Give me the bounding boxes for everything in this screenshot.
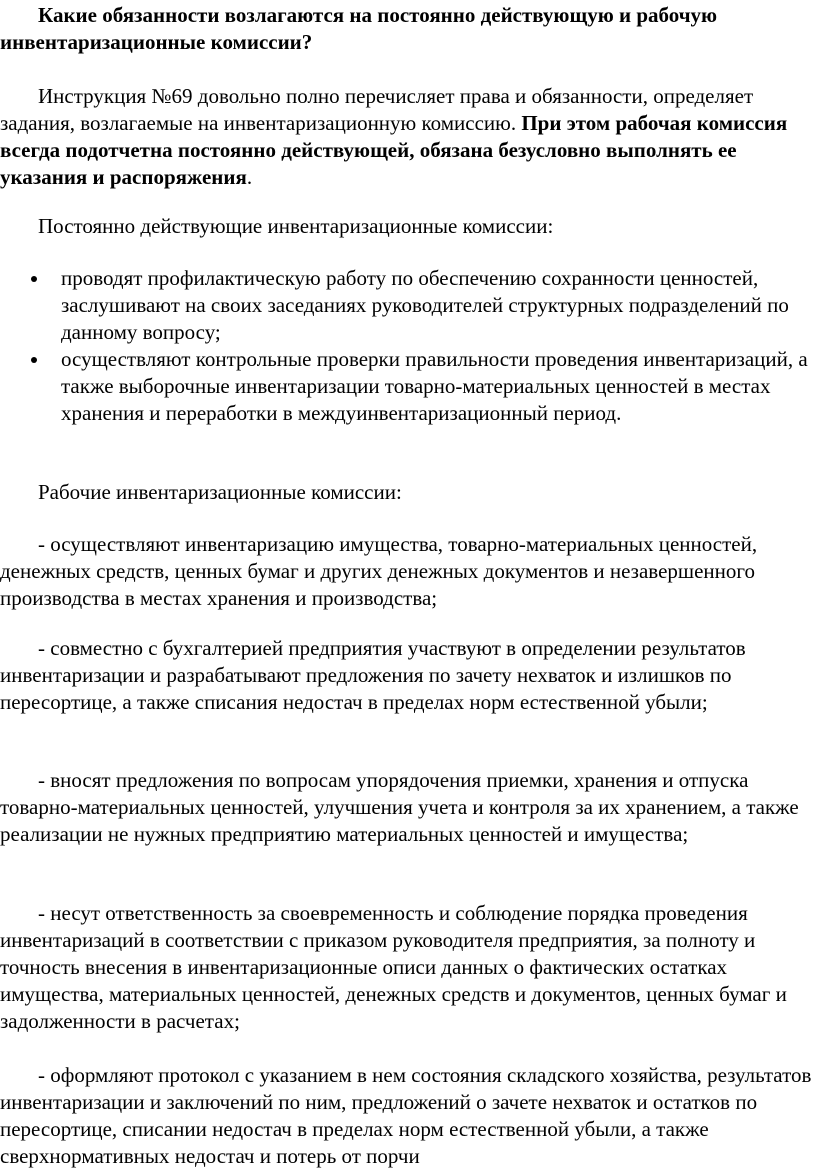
- working-commissions-heading: Рабочие инвентаризационные комиссии:: [38, 480, 402, 504]
- permanent-commissions-list: [0, 265, 816, 427]
- bullet-icon: [31, 357, 37, 363]
- permanent-commissions-heading: Постоянно действующие инвентаризационные комиссии:: [38, 214, 554, 238]
- intro-bold-text: При этом рабочая комиссия всегда подотчетна постоянно действующей, обязана безусловно выполнять ее указания и распоряжения: [0, 111, 788, 189]
- document-title: Какие обязанности возлагаются на постоянно действующую и рабочую инвентаризационные комиссии?: [0, 3, 718, 54]
- working-duty-paragraph: - оформляют протокол с указанием в нем состояния складского хозяйства, результатов инвентаризации и заключений по ним, предложений о зачете нехваток и остатков по пересортице, списании недостач в пределах норм естественной убыли, а также сверхнормативных недостач и потерь от порчи: [0, 1063, 812, 1168]
- intro-paragraph: [0, 83, 812, 191]
- intro-text: Инструкция №69 довольно полно перечисляет права и обязанности, определяет задания, возлагаемые на инвентаризационную комиссию.: [0, 84, 754, 135]
- working-duty-paragraph: - осуществляют инвентаризацию имущества, товарно-материальных ценностей, денежных средств, ценных бумаг и других денежных документов и незавершенного производства в местах хранения и производства;: [0, 532, 758, 610]
- working-duty-paragraph: - несут ответственность за своевременность и соблюдение порядка проведения инвентаризаций в соответствии с приказом руководителя предприятия, за полноту и точность внесения в инвентаризационные описи данных о фактических остатках имущества, материальных ценностей, денежных средств и документов, ценных бумаг и задолженности в расчетах;: [0, 901, 787, 1033]
- list-item: [61, 346, 816, 427]
- intro-end: .: [246, 165, 253, 189]
- working-duty-paragraph: - совместно с бухгалтерией предприятия участвуют в определении результатов инвентаризации и разрабатывают предложения по зачету нехваток и излишков по пересортице, а также списания недостач в пределах норм естественной убыли;: [0, 636, 746, 714]
- list-item-text: проводят профилактическую работу по обеспечению сохранности ценностей, заслушивают на своих заседаниях руководителей структурных подразделений по данному вопросу;: [61, 266, 789, 344]
- list-item-text: осуществляют контрольные проверки правильности проведения инвентаризаций, а также выборочные инвентаризации товарно-материальных ценностей в местах хранения и переработки в междуинвентаризационный период.: [61, 347, 808, 425]
- list-item: [61, 265, 816, 346]
- working-duty-paragraph: - вносят предложения по вопросам упорядочения приемки, хранения и отпуска товарно-материальных ценностей, улучшения учета и контроля за их хранением, а также реализации не нужных предприятию материальных ценностей и имущества;: [0, 768, 799, 846]
- bullet-icon: [31, 276, 37, 282]
